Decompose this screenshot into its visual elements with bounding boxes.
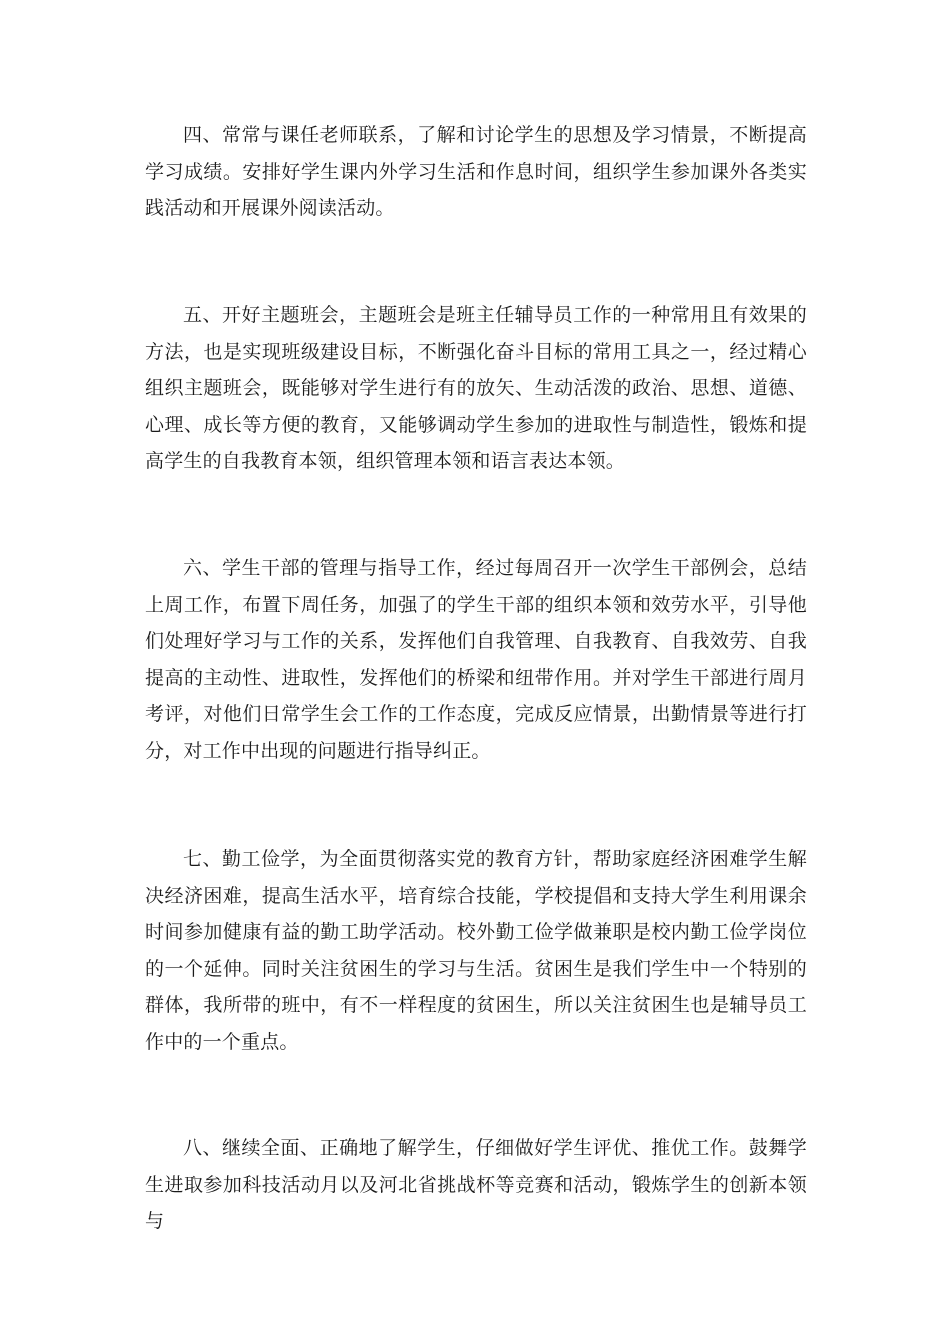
paragraph-5: 五、开好主题班会，主题班会是班主任辅导员工作的一种常用且有效果的方法，也是实现班级建设目标，不断强化奋斗目标的常用工具之一，经过精心组织主题班会，既能够对学生进行有的放矢、生动活泼的政治、思想、道德、心理、成长等方便的教育，又能够调动学生参加的进取性与制造性，锻炼和提高学生的自我教育本领，组织管理本领和语言表达本领。 [145, 304, 807, 472]
paragraph-4: 四、常常与课任老师联系，了解和讨论学生的思想及学习情景，不断提高学习成绩。安排好学生课内外学习生活和作息时间，组织学生参加课外各类实践活动和开展课外阅读活动。 [145, 124, 807, 219]
paragraph-8: 八、继续全面、正确地了解学生，仔细做好学生评优、推优工作。鼓舞学生进取参加科技活动月以及河北省挑战杯等竞赛和活动，锻炼学生的创新本领与 [145, 1137, 807, 1232]
paragraph-6: 六、学生干部的管理与指导工作，经过每周召开一次学生干部例会，总结上周工作，布置下周任务，加强了的学生干部的组织本领和效劳水平，引导他们处理好学习与工作的关系，发挥他们自我管理、自我教育、自我效劳、自我提高的主动性、进取性，发挥他们的桥梁和纽带作用。并对学生干部进行周月考评，对他们日常学生会工作的工作态度，完成反应情景，出勤情景等进行打分，对工作中出现的问题进行指导纠正。 [145, 557, 807, 762]
paragraph-7: 七、勤工俭学，为全面贯彻落实党的教育方针，帮助家庭经济困难学生解决经济困难，提高生活水平，培育综合技能，学校提倡和支持大学生利用课余时间参加健康有益的勤工助学活动。校外勤工俭学做兼职是校内勤工俭学岗位的一个延伸。同时关注贫困生的学习与生活。贫困生是我们学生中一个特别的群体，我所带的班中，有不一样程度的贫困生，所以关注贫困生也是辅导员工作中的一个重点。 [145, 848, 807, 1053]
